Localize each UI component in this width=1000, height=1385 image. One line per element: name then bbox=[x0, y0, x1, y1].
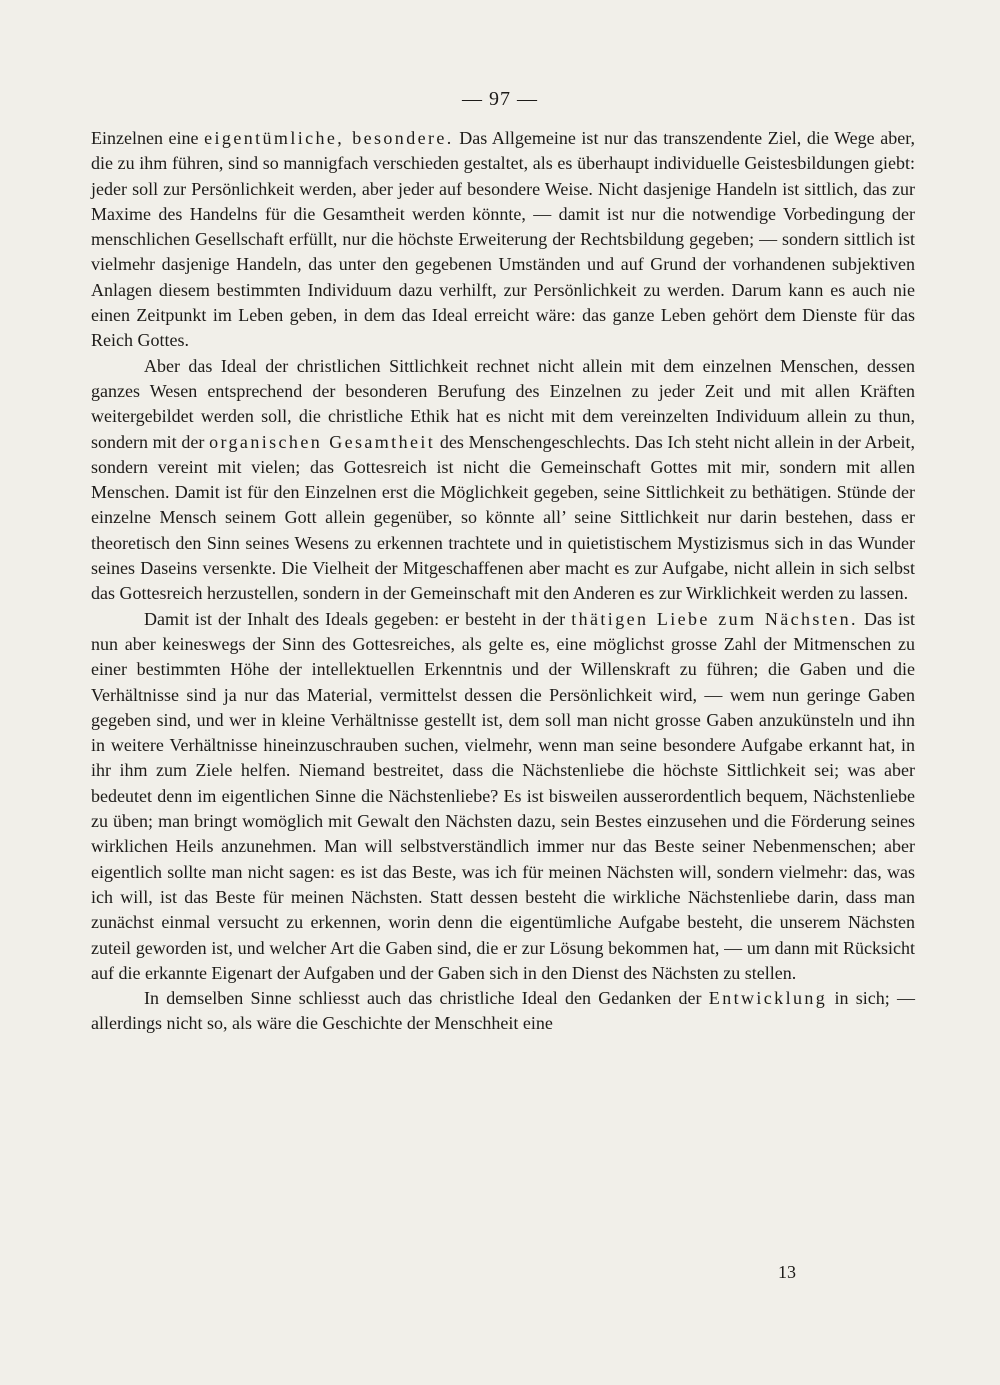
text-run: Das Allgemeine ist nur das transzendente Ziel, die Wege aber, die zu ihm führen, sind so mannigfach verschieden gestaltet, als es überhaupt individuelle Geistesbildungen giebt: jeder soll zur Persönlichkeit werden, aber jeder auf besondere Weise. Nicht dasjenige Handeln ist sittlich, das zur Maxime des Handelns für die Gesamtheit werden könnte, — damit ist nur die notwendige Vorbedingung der menschlichen Gesellschaft erfüllt, nur die höchste Erweiterung der Rechtsbildung gegeben; — sondern sittlich ist vielmehr dasjenige Handeln, das unter den gegebenen Umständen und auf Grund der vorhandenen subjektiven Anlagen diesem bestimmten Individuum dazu verhilft, zur Persönlichkeit zu werden. Darum kann es auch nie einen Zeitpunkt im Leben geben, in dem das Ideal erreicht wäre: das ganze Leben gehört dem Dienste für das Reich Gottes. bbox=[91, 128, 915, 351]
paragraph-4 bbox=[91, 986, 915, 1037]
text-run: in sich; — allerdings nicht so, als wäre die Geschichte der Menschheit eine bbox=[91, 988, 915, 1034]
spaced-emphasis: eigentümliche, besondere. bbox=[204, 128, 454, 148]
text-run: Aber das Ideal der christlichen Sittlichkeit rechnet nicht allein mit dem einzelnen Menschen, dessen ganzes Wesen entsprechend der besonderen Berufung des Einzelnen zu jeder Zeit und mit allen Kräften weitergebildet werden soll, die christliche Ethik hat es nicht mit dem vereinzelten Individuum allein zu thun, sondern mit der bbox=[91, 355, 915, 452]
text-run: In demselben Sinne schliesst auch das christliche Ideal den Gedanken der bbox=[144, 988, 709, 1009]
paragraph-1 bbox=[91, 126, 915, 354]
text-run: Einzelnen eine bbox=[91, 128, 205, 148]
spaced-emphasis: organischen Gesamtheit bbox=[209, 431, 436, 452]
body-text bbox=[91, 126, 915, 1037]
signature-mark: 13 bbox=[778, 1262, 796, 1282]
text-run: Damit ist der Inhalt des Ideals gegeben: er besteht in der bbox=[144, 608, 572, 629]
text-run: des Menschengeschlechts. Das Ich steht nicht allein in der Arbeit, sondern vereint mit vielen; das Gottesreich ist nicht die Gemeinschaft Gottes mit mir, sondern mit allen Menschen. Damit ist für den Einzelnen erst die Möglichkeit gegeben, seine Sittlichkeit zu bethätigen. Stünde der einzelne Mensch seinem Gott allein gegenüber, so könnte all’ seine Sittlichkeit nur darin bestehen, dass er theoretisch den Sinn seines Wesens zu erkennen trachtete und in quietistischem Mystizismus sich in das Wunder seines Daseins versenkte. Die Vielheit der Mitgeschaffenen aber macht es zur Aufgabe, nicht allein in sich selbst das Gottesreich herzustellen, sondern in der Gemeinschaft mit den Anderen es zur Wirklichkeit werden zu lassen. bbox=[91, 431, 915, 604]
spaced-emphasis: Entwicklung bbox=[708, 988, 828, 1009]
text-run: Das ist nun aber keineswegs der Sinn des Gottesreiches, als gelte es, eine möglichst grosse Zahl der Mitmenschen zu einer bestimmten Höhe der intellektuellen Erkenntnis und der Willenskraft zu führen; die Gaben und die Verhältnisse sind ja nur das Material, vermittelst dessen die Persönlichkeit wird, — wem nun geringe Gaben gegeben sind, und wer in kleine Verhältnisse gestellt ist, dem soll man nicht grosse Gaben anzukünsteln und ihn in weitere Verhältnisse hineinzuschrauben suchen, vielmehr, wenn man seine besondere Aufgabe erkannt hat, in ihr ihm zum Ziele helfen. Niemand bestreitet, dass die Nächstenliebe die höchste Sittlichkeit sei; was aber bedeutet denn im eigentlichen Sinne die Nächstenliebe? Es ist bisweilen ausserordentlich bequem, Nächstenliebe zu üben; man bringt womöglich mit Gewalt den Nächsten dazu, sein Bestes einzusehen und die Förderung seines wirklichen Heils anzunehmen. Man will selbstverständlich immer nur das Beste seiner Nebenmenschen; aber eigentlich sollte man nicht sagen: es ist das Beste, was ich für meinen Nächsten will, sondern vielmehr: das, was ich will, ist das Beste für meinen Nächsten. Statt dessen besteht die wirkliche Nächstenliebe darin, dass man zunächst einmal versucht zu erkennen, worin denn die eigentümliche Aufgabe besteht, die unserem Nächsten zuteil geworden ist, und welcher Art die Gaben sind, die er zur Lösung bekommen hat, — um dann mit Rücksicht auf die erkannte Eigenart der Aufgaben und der Gaben sich in den Dienst des Nächsten zu stellen. bbox=[91, 608, 915, 983]
paragraph-3 bbox=[91, 607, 915, 986]
paragraph-2 bbox=[91, 354, 915, 607]
page-number-header: — 97 — bbox=[462, 88, 538, 110]
spaced-emphasis: thätigen Liebe zum Nächsten. bbox=[571, 608, 858, 629]
